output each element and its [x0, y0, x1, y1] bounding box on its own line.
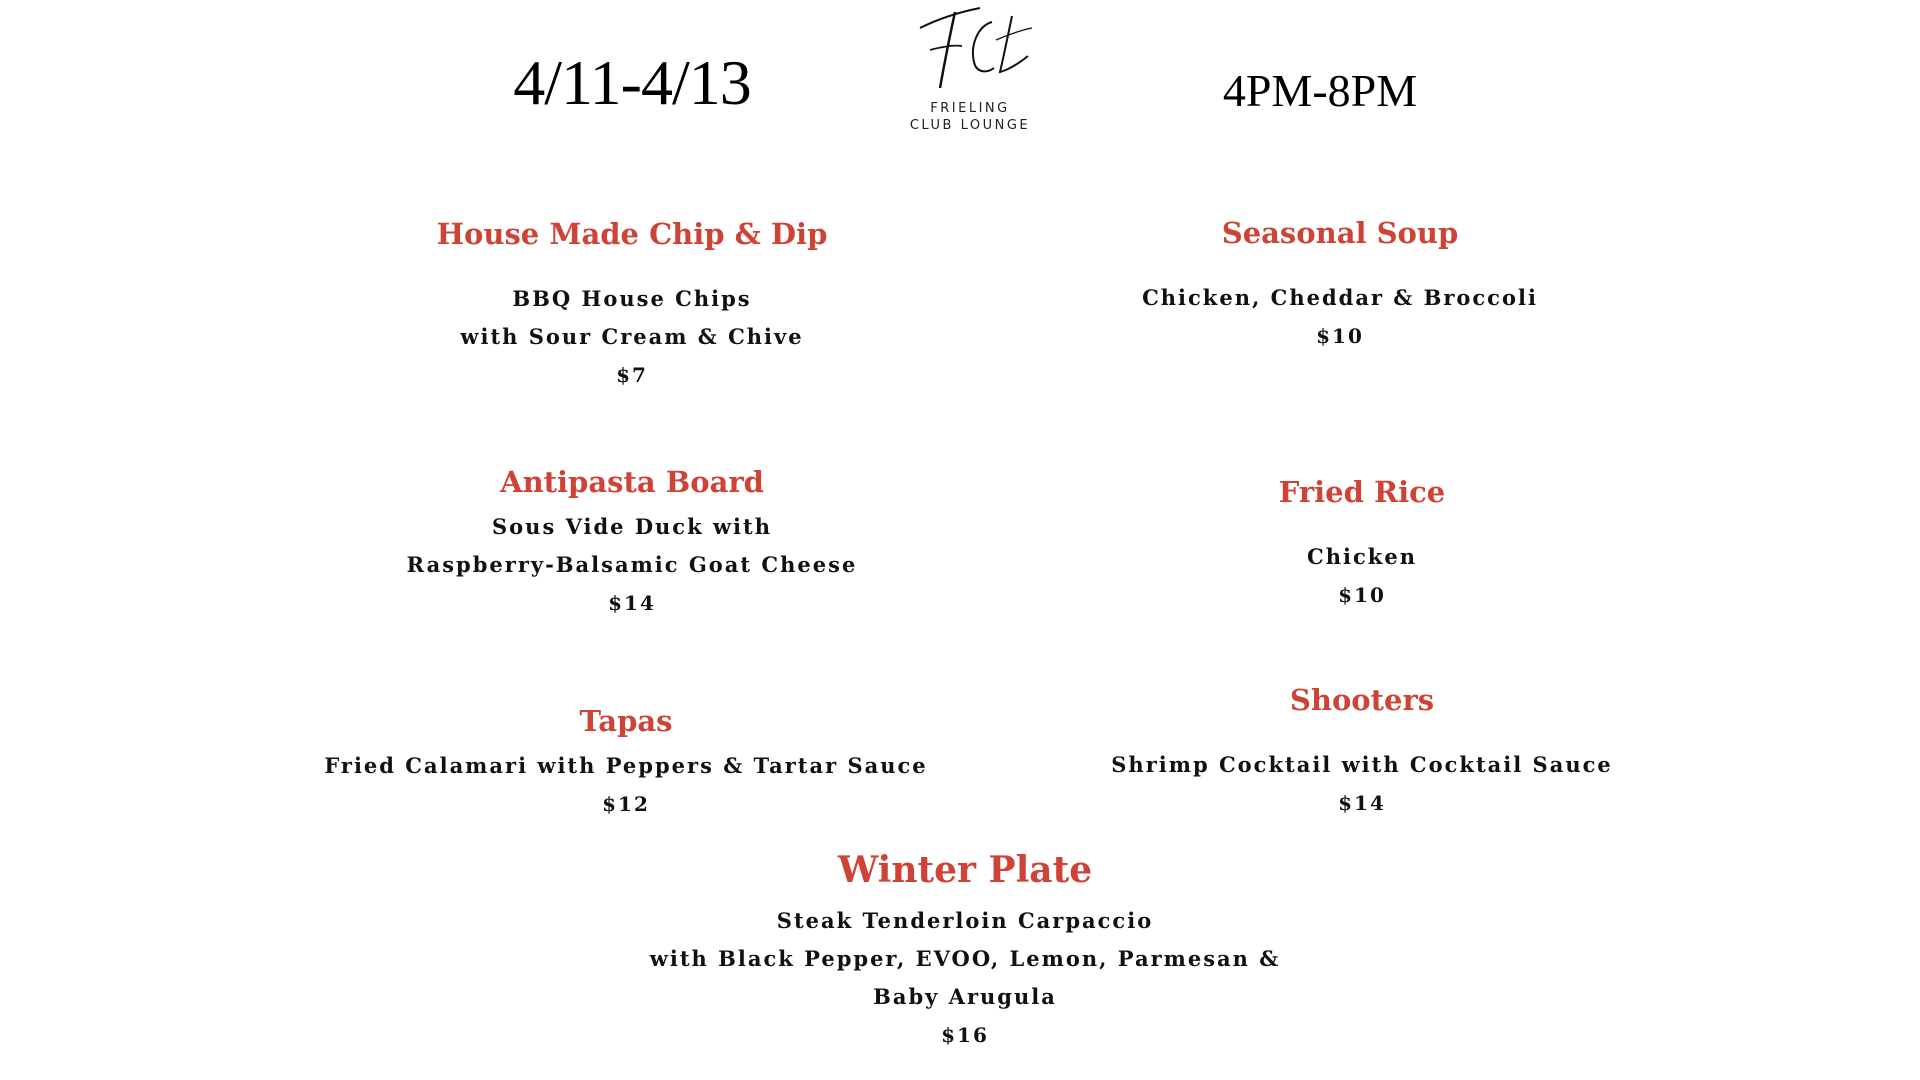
section-description-line: with Black Pepper, EVOO, Lemon, Parmesan & [649, 946, 1281, 971]
section-title: Antipasta Board [500, 465, 764, 499]
section-price: $10 [1316, 324, 1364, 348]
logo-text-line1: FRIELING [930, 101, 1010, 116]
menu-section-tapas [324, 703, 927, 823]
section-price: $16 [941, 1023, 989, 1047]
section-description-line: Raspberry-Balsamic Goat Cheese [406, 552, 858, 577]
menu-section-fried-rice [1279, 474, 1445, 614]
section-description-line: Steak Tenderloin Carpaccio [776, 908, 1154, 933]
section-price: $14 [1338, 791, 1386, 815]
section-title: Fried Rice [1278, 475, 1446, 509]
section-description-line: Shrimp Cocktail with Cocktail Sauce [1111, 752, 1613, 777]
section-price: $7 [616, 363, 648, 387]
section-price: $10 [1338, 583, 1386, 607]
section-title: Winter Plate [837, 849, 1093, 891]
fcl-monogram-icon [900, 0, 1040, 100]
section-description-line: Baby Arugula [873, 984, 1057, 1009]
section-description-line: Chicken, Cheddar & Broccoli [1142, 285, 1538, 310]
section-description-line: Chicken [1307, 544, 1417, 569]
section-price: $12 [602, 792, 650, 816]
menu-section-seasonal-soup [1142, 215, 1538, 355]
section-title: House Made Chip & Dip [436, 217, 828, 251]
section-price: $14 [608, 591, 656, 615]
section-description-line: Fried Calamari with Peppers & Tartar Sauce [324, 753, 928, 778]
menu-section-winter-plate [650, 848, 1280, 1054]
menu-section-shooters [1111, 682, 1612, 822]
frieling-club-lounge-logo [900, 0, 1040, 140]
section-title: Tapas [579, 704, 673, 738]
section-description-line: with Sour Cream & Chive [460, 324, 804, 349]
menu-section-antipasta-board [407, 464, 858, 622]
section-description-line: Sous Vide Duck with [492, 514, 772, 539]
section-description-line: BBQ House Chips [512, 286, 752, 311]
menu-hours: 4PM-8PM [1222, 65, 1418, 116]
section-title: Seasonal Soup [1221, 216, 1459, 250]
logo-text-line2: CLUB LOUNGE [909, 118, 1031, 133]
section-title: Shooters [1289, 683, 1435, 717]
menu-dates: 4/11-4/13 [513, 47, 751, 118]
menu-section-chip-dip [437, 216, 828, 394]
